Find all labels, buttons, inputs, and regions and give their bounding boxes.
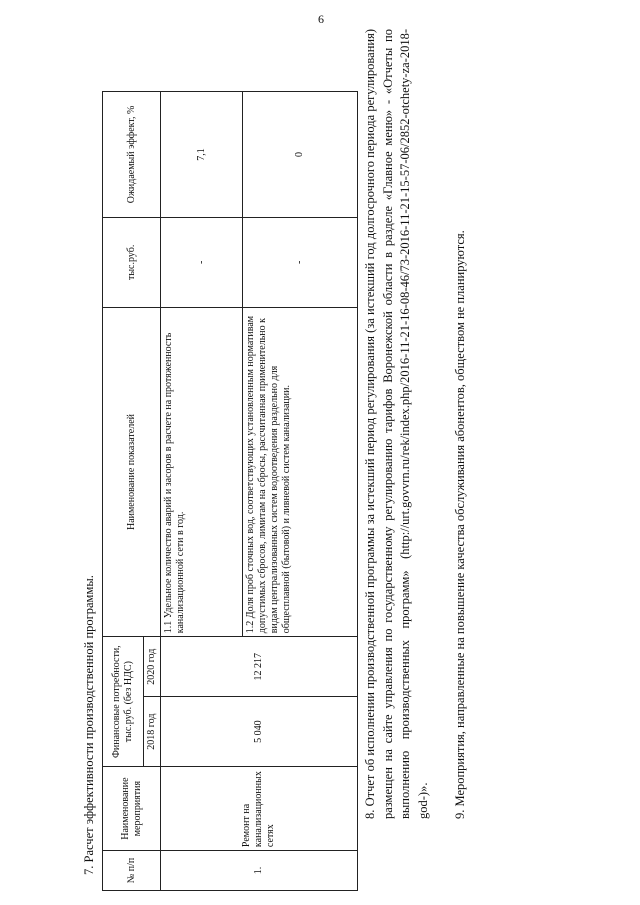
section9-text: 9. Мероприятия, направленные на повышение качества обслуживания абонентов, обществом не планируются. [453, 230, 467, 819]
cell-unit-1: - [161, 217, 243, 307]
cell-indicator-1: 1.1 Удельное количество аварий и засоров в расчете на протяженность канализационной сети в год. [161, 307, 243, 636]
header-unit: тыс.руб. [103, 217, 161, 307]
cell-year2: 12 217 [161, 637, 358, 697]
header-indicator: Наименование показателей [103, 307, 161, 636]
section7-heading: 7. Расчет эффективности производственной программы. [82, 575, 96, 875]
section8-text: 8. Отчет об исполнении производственной программы за истекший период регулирования (за истекший год долгосрочного периода регулирования) размещен на сайте управления по государственному регулированию тарифов Воронежской области в разделе «Главное меню» - «Отчеты по выполнению производственных программ» (http://urt.govvrn.ru/rek/index.php/2016-11-21-16-08-46/73-2016-11-21-15-57-06/2852-otchety-za-2018-god-)». [363, 29, 430, 819]
efficiency-table [102, 91, 358, 891]
table-header-row [103, 92, 144, 891]
header-year1: 2018 год [144, 697, 161, 767]
cell-effect-2: 0 [243, 92, 358, 218]
header-measure: Наименование мероприятия [103, 767, 161, 851]
cell-year1: 5 040 [161, 697, 358, 767]
header-year2: 2020 год [144, 637, 161, 697]
page-number: 6 [318, 12, 324, 26]
cell-unit-2: - [243, 217, 358, 307]
cell-effect-1: 7,1 [161, 92, 243, 218]
cell-measure: Ремонт на канализационных сетях [161, 767, 358, 851]
table-row [161, 92, 243, 891]
cell-num: 1. [161, 851, 358, 891]
header-financing: Финансовые потребности, тыс.руб. (без НДС) [103, 637, 144, 767]
header-effect: Ожидаемый эффект, % [103, 92, 161, 218]
header-num: № п/п [103, 851, 161, 891]
cell-indicator-2: 1.2 Доля проб сточных вод, соответствующих установленным нормативам допустимых сбросов, лимитам на сбросы, рассчитанная применительно к видам централизованных систем водоотведения раздельно для общесплавной (бытовой) и ливневой систем канализации. [243, 307, 358, 636]
